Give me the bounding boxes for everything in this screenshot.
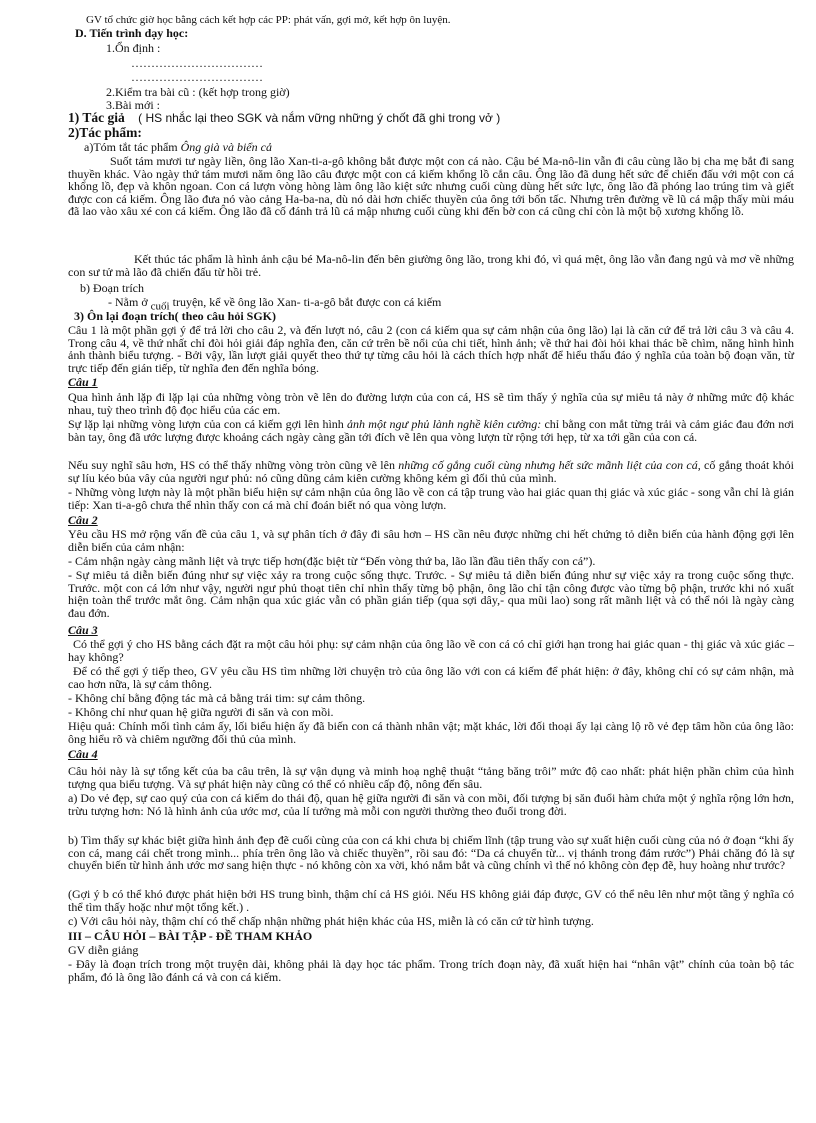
cau3-paragraph-5: Hiệu quả: Chính mối tình cảm ấy, lối biểu hiện ấy đã biến con cá thành nhân vật; mặt khác, lời đối thoại ấy lại càng lộ rõ vẻ đẹp tâm hồn của ông lão: ông hiểu rõ và chiêm ngưỡng đối thủ của mình. [68, 719, 794, 746]
cau2-paragraph-2: - Cảm nhận ngày càng mãnh liệt và trực tiếp hơn(đặc biệt từ “Đến vòng thứ ba, lão lần đầu tiên thấy con cá”). [68, 554, 596, 568]
doantrich-sub: cuối [150, 300, 170, 313]
cau3-paragraph-3: - Không chỉ bằng động tác mà cả bằng trái tim: sự cảm thông. [68, 691, 366, 705]
cau1-p2-text-a: Sự lặp lại những vòng lượn của con cá kiếm gợi lên hình [68, 417, 348, 431]
cau4-paragraph-5: c) Với câu hỏi này, thậm chí có thể chấp nhận những phát hiện khác của HS, miễn là có căn cứ từ hình tượng. [68, 914, 594, 928]
cau3-paragraph-1: Có thể gợi ý cho HS bằng cách đặt ra một câu hỏi phụ: sự cảm nhận của ông lão về con cá có chỉ giới hạn trong hai giác quan - thị giác và xúc giác – hay không? [68, 637, 794, 664]
cau3-heading: Câu 3 [68, 623, 98, 637]
doantrich-heading: b) Đoạn trích [80, 281, 144, 295]
tacpham-heading: 2)Tác phẩm: [68, 125, 142, 140]
doantrich-text-a: - Nằm ở [108, 295, 151, 309]
summary-paragraph-1: Suốt tám mươi tư ngày liền, ông lão Xan-ti-a-gô không bắt được một con cá nào. Cậu bé Ma-nô-lin vẫn đi câu cùng lão bị cha mẹ bắt đi sang thuyền khác. Vào ngày thứ tám mươi năm ông lão câu được một con cá kiếm khổng lồ cắn câu. Ông lão đã dung hết sức để chiến đấu với một con cá khổng lồ, đẹp và khôn ngoan. Con cá lượn vòng hòng làm ông lão kiệt sức nhưng cuối cùng dùng hết sức lực, ông lão đã phóng lao trúng tim và giết được con cá kiếm. Ông lão đưa nó vào cảng Ha-ba-na, dù nó dài hơn chiếc thuyền của ông tới bốn tấc. Nhưng trên đường về lũ cá mập thấy mùi máu đã lao vào xâu xé con cá kiếm. Ông lão đã cố đánh trả lũ cá mập nhưng cuối cùng khi đến bờ con cá cũng chỉ còn là một bộ xương khổng lồ. [68, 154, 794, 218]
tomtat-prefix: a)Tóm tắt tác phẩm [84, 140, 181, 154]
final-paragraph: - Đây là đoạn trích trong một truyện dài, không phải là dạy học tác phẩm. Trong trích đoạn này, đã xuất hiện hai “nhân vật” chính của toàn bộ tác phẩm, đó là ông lão đánh cá và con cá kiếm. [68, 957, 794, 984]
tomtat-line [84, 141, 272, 154]
cau1-heading: Câu 1 [68, 375, 98, 389]
intro-line: GV tổ chức giờ học bằng cách kết hợp các PP: phát vấn, gợi mở, kết hợp ôn luyện. [86, 14, 451, 26]
cau4-paragraph-4: (Gợi ý b có thể khó được phát hiện bởi HS trung bình, thậm chí cả HS giỏi. Nếu HS không giải đáp được, GV có thể nêu lên như một tầng ý nghĩa có thể tìm thấy hoặc như một tổng kết.) . [68, 887, 794, 914]
cau2-paragraph-1: Yêu cầu HS mở rộng vấn đề của câu 1, và sự phân tích ở đây đi sâu hơn – HS cần nêu được những chi hết chứng tỏ diễn biến của hành động gợi lên diễn biến của cảm nhận: [68, 527, 794, 554]
section-iii-heading: III – CÂU HỎI – BÀI TẬP - ĐỀ THAM KHẢO [68, 929, 313, 943]
tacgia-heading: 1) Tác giả [68, 110, 125, 125]
cau3-paragraph-4: - Không chỉ như quan hệ giữa người đi săn và con mồi. [68, 705, 334, 719]
ontap-paragraph: Câu 1 là một phần gợi ý để trả lời cho câu 2, và đến lượt nó, câu 2 (con cá kiếm qua sự cảm nhận của ông lão) lại là căn cứ để trả lời câu 3 và câu 4. Trong câu 4, về thứ nhất chỉ đòi hỏi giải đáp nghĩa đen, căn cứ trên bề nổi của chi tiết, hình ảnh; về thứ hai đòi hỏi khai thác bề chìm, năng hình hình ảnh thành biểu tượng. - Bởi vậy, lần lượt giải quyết theo thứ tự từng câu hỏi là cách thích hợp nhất để hiểu thấu đáo ý nghĩa của toàn bộ đoạn văn, từ trực tiếp đến gián tiếp, từ nghĩa đen đến nghĩa bóng. [68, 323, 794, 375]
cau4-heading: Câu 4 [68, 747, 98, 761]
dots-line-2: …………………………… [131, 70, 263, 84]
cau3-paragraph-2: Để có thể gợi ý tiếp theo, GV yêu cầu HS tìm những lời chuyện trò của ông lão với con cá kiếm để phát hiện: ở đây, không chỉ có sự cảm nhận, mà cao hơn nữa, là sự cảm thông. [68, 664, 794, 691]
dots-line-1: …………………………… [131, 56, 263, 70]
doantrich-text-b: truyện, kể về ông lão Xan- ti-a-gô bắt được con cá kiếm [169, 295, 442, 309]
cau1-paragraph-3 [68, 459, 794, 484]
step-3: 3.Bài mới : [106, 98, 161, 112]
cau1-p3-text-a: Nếu suy nghĩ sâu hơn, HS có thể thấy những vòng tròn cũng vẽ lên [68, 458, 399, 472]
cau4-paragraph-1: Câu hỏi này là sự tổng kết của ba câu trên, là sự vận dụng và minh hoạ nghệ thuật “tảng băng trôi” mức độ cao nhất: phát hiện phần chìm của hình tượng qua biểu tượng. Và sự phát hiện này cũng có thể có nhiều cấp độ, nông đến sâu. [68, 764, 794, 791]
section-d-heading: D. Tiến trình dạy học: [75, 26, 189, 40]
cau4-paragraph-3: b) Tìm thấy sự khác biệt giữa hình ảnh đẹp đẽ cuối cùng của con cá khi chưa bị chiếm lĩnh (tập trung vào sự xuất hiện cuối cùng của nó ở đoạn “khi ấy con cá, mang cái chết trong mình... phía trên ông lão và chiếc thuyền”, rồi sau đó: “Da cá chuyển từ... vị thánh trong đám rước”) Phải chăng đó là sự chuyển biến từ hình ảnh ước mơ sang hiện thực - nó không còn xa vời, khó nắm bắt và cũng chính vì thế nó không còn đẹp đẽ, huy hoàng như trước? [68, 833, 794, 872]
cau1-p2-text-b: chỉ bằng con mắt từng trải và cảm giác đau đớn nơi bàn tay, ông đã ước lượng được khoảng cách ngày càng gần tới đích vẽ lên qua vòng lượn từ rộng tới hẹp, từ xa tới gần của con cá. [68, 417, 794, 444]
step-2: 2.Kiểm tra bài cũ : (kết hợp trong giờ) [106, 85, 290, 99]
cau2-heading: Câu 2 [68, 513, 98, 527]
cau1-p2-italic: ảnh một ngư phủ lành nghề kiên cường: [347, 417, 542, 431]
cau4-paragraph-2: a) Do vẻ đẹp, sự cao quý của con cá kiếm do thái độ, quan hệ giữa người đi săn và con mồi, đối tượng bị săn đuổi hàm chứa một ý nghĩa rộng lớn hơn, trừu tượng hơn: Nó là hình ảnh của ước mơ, của lí tưởng mà mỗi con người thường theo đuổi trong đời. [68, 791, 794, 818]
summary-paragraph-2: Kết thúc tác phẩm là hình ảnh cậu bé Ma-nô-lin đến bên giường ông lão, trong khi đó, vì quá mệt, ông lão vẫn đang ngủ và mơ về những con sư tử mà lão đã chiến đấu từ hồi trẻ. [68, 252, 794, 279]
step-1: 1.Ổn định : [106, 41, 161, 55]
cau2-paragraph-3: - Sự miêu tả diễn biến đúng như sự việc xảy ra trong cuộc sống thực. Trước. - Sự miêu tả diễn biến đúng như sự việc xảy ra trong cuộc sống thực. Trước. một con cá lớn như vậy, người ngư phủ thoạt tiên chỉ nhìn thấy từng bộ phận, ông lão chỉ tận công được vào từng bộ phận, trước khi nó xuất hiện toàn thể trước mắt ông. Cảm nhận qua xúc giác vẫn có phần gián tiếp (qua sợi dây,- qua mũi lao) song rất mãnh liệt và có thể nói là ngày càng đau đớn. [68, 568, 794, 620]
cau1-paragraph-1: Qua hình ảnh lặp đi lặp lại của những vòng tròn vẽ lên do đường lượn của con cá, HS sẽ tìm thấy ý nghĩa của sự miêu tả này ở những mức độ khác nhau, tuỳ theo trình độ đọc hiểu của các em. [68, 390, 794, 417]
ontap-heading: 3) Ôn lại đoạn trích( theo câu hỏi SGK) [74, 309, 277, 323]
cau1-paragraph-2 [68, 418, 794, 443]
gv-dien-giang: GV diễn giảng [68, 943, 139, 957]
tacgia-line [68, 111, 500, 125]
cau1-paragraph-4: - Những vòng lượn này là một phần biểu hiện sự cảm nhận của ông lão về con cá tập trung vào hai giác quan thị giác và xúc giác - song vẫn chỉ là gián tiếp: Xan ti-a-gô chưa thể nhìn thấy con cá mà chỉ đoán biết nó qua vòng lượn. [68, 485, 794, 512]
tacgia-note: ( HS nhắc lại theo SGK và nắm vững những ý chốt đã ghi trong vở ) [138, 111, 501, 125]
tomtat-title: Ông già và biển cả [180, 140, 272, 154]
cau1-p3-italic: những cố gắng cuối cùng nhưng hết sức mãnh liệt của con cá, [398, 458, 701, 472]
cau1-p3-text-b: cố gắng thoát khỏi sự líu kéo bủa vây của người ngư phủ: nó cũng dũng cảm kiên cường không kém gì đối thủ của mình. [68, 458, 794, 485]
